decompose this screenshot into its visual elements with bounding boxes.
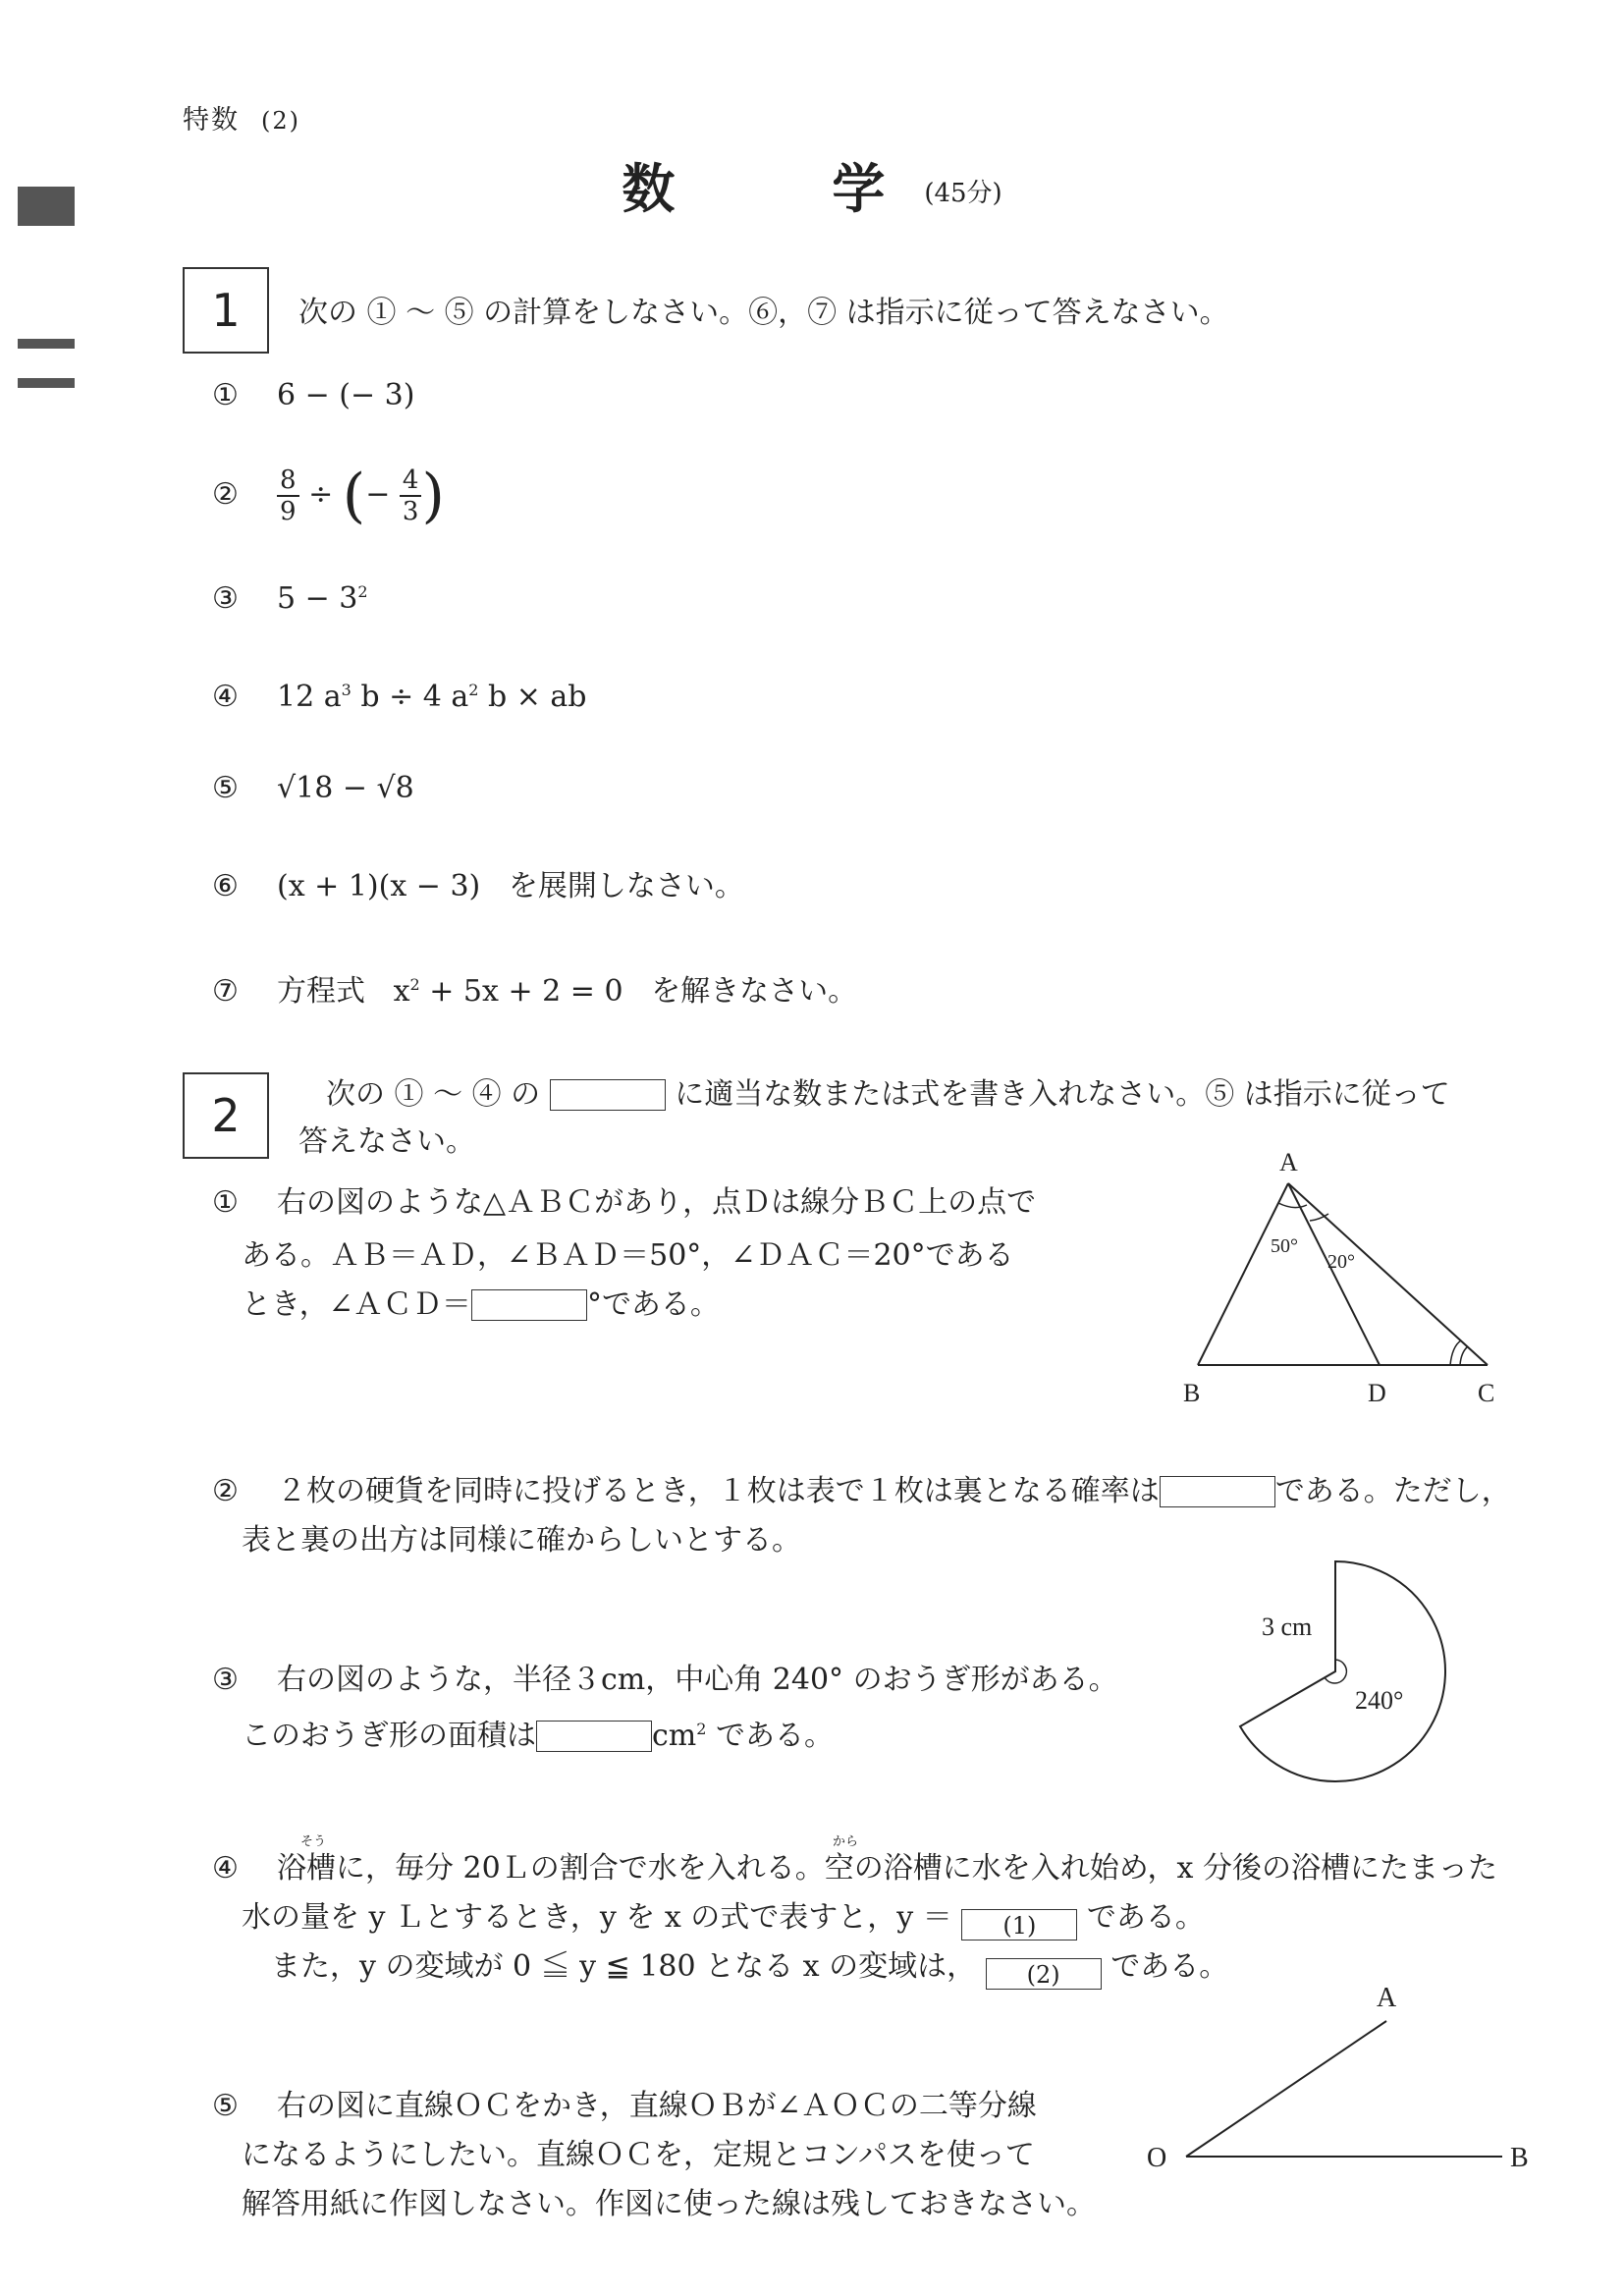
item-label: ④ [212,1851,239,1886]
angle-bad-arc [1278,1203,1307,1208]
point-b-label: B [1510,2143,1529,2173]
title-part2: 学 [832,158,886,220]
time-limit: (45分) [924,179,1002,208]
segment-ad [1288,1183,1380,1365]
answer-blank-2: (2) [986,1958,1102,1990]
q2-item-5-line3: 解答用紙に作図しなさい。作図に使った線は残しておきなさい。 [242,2187,1096,2221]
left-paren: ( [342,462,366,530]
page-number: (2) [261,107,300,135]
q1-item-2 [212,462,445,529]
point-a-label: A [1377,1983,1397,2013]
question-2-number: 2 [183,1072,269,1159]
item-expr: 6 − (− 3) [277,378,415,412]
question-1-instruction: 次の ① ～ ⑤ の計算をしなさい。⑥，⑦ は指示に従って答えなさい。 [298,296,1229,330]
triangle-abc-figure [1178,1144,1532,1424]
item-label: ⑤ [212,771,239,805]
q2-item-4-line1: ④ 浴槽に，毎分 20Ｌの割合で水を入れる。空の浴槽に水を入れ始め，x 分後の浴槽にたまった [212,1844,1497,1893]
q1-item-5: ⑤ √18 − √8 [212,764,414,813]
q2-item-4-line3: また，y の変域が 0 ≦ y ≦ 180 となる x の変域は， (2) である。 [271,1949,1229,1989]
fraction-a: $\frac{8}{9}$ [277,465,299,526]
angle-50-label: 50° [1271,1235,1298,1257]
item-label: ⑥ [212,869,239,903]
item-label: ⑤ [212,2089,239,2123]
angle-acd-arc-1 [1450,1340,1461,1365]
item-label: ① [212,1185,239,1220]
q1-item-3: ③ $5 - 3^2$ [212,568,368,624]
q2-item-3-line2: このおうぎ形の面積は $cm^2$ である。 [242,1719,834,1753]
q2-item-1-line2: ある。ＡＢ＝ＡＤ，∠ＢＡＤ＝50°，∠ＤＡＣ＝20°である [242,1238,1014,1273]
registration-mark-bar-bottom [18,378,75,388]
vertex-b-label: B [1183,1379,1201,1407]
subject-code: 特数 [183,105,240,136]
item-label: ② [212,477,239,512]
item-label: ③ [212,1663,239,1697]
title-part1: 数 [622,158,676,220]
item-label: ③ [212,581,239,616]
angle-20-label: 20° [1327,1251,1355,1273]
registration-mark-bar-top [18,339,75,349]
sector-outline [1240,1561,1445,1781]
item-label: ① [212,378,239,412]
answer-blank [536,1721,652,1752]
minus-sign: − [365,477,391,512]
q1-item-1 [212,371,414,420]
answer-blank [471,1289,587,1321]
answer-blank [550,1079,666,1111]
angle-aob-figure [1139,1974,1551,2190]
q2-item-1-line1: ① 右の図のような△ＡＢＣがあり，点Ｄは線分ＢＣ上の点で [212,1178,1036,1228]
question-1-number: 1 [183,267,269,354]
question-2-instruction-cont: 答えなさい。 [298,1124,475,1159]
ruby-kara: から [833,1834,859,1849]
answer-blank [1160,1476,1275,1507]
side-ac [1288,1183,1488,1365]
item-label: ⑦ [212,974,239,1009]
divide-sign: ÷ [308,477,334,512]
page-header [183,98,300,137]
side-ab [1198,1183,1288,1365]
q2-item-1-line3: とき，∠ＡＣＤ＝ °である。 [242,1287,720,1322]
vertex-c-label: C [1478,1379,1495,1407]
q2-item-3-line1: ③ 右の図のような，半径３cm，中心角 240° のおうぎ形がある。 [212,1656,1118,1705]
q2-item-2-line1: ② ２枚の硬貨を同時に投げるとき，１枚は表で１枚は裏となる確率は である。ただし， [212,1467,1511,1516]
page-title [0,147,1624,223]
right-paren: ) [421,462,445,530]
fraction-b: $\frac{4}{3}$ [400,465,422,526]
q1-item-6: ⑥ (x + 1)(x − 3) を展開しなさい。 [212,862,744,911]
point-o-label: O [1147,2143,1167,2173]
q1-item-7: ⑦ 方程式 $x^2 + 5x + 2 = 0$ を解きなさい。 [212,960,857,1016]
item-label: ② [212,1474,239,1508]
ray-oa [1186,2021,1386,2157]
ruby-sou: そう [300,1834,327,1849]
vertex-a-label: A [1279,1148,1298,1176]
q2-item-5-line2: になるようにしたい。直線ＯＣを，定規とコンパスを使って [242,2138,1035,2172]
vertex-d-label: D [1368,1379,1386,1407]
q2-item-5-line1: ⑤ 右の図に直線ＯＣをかき，直線ＯＢが∠ＡＯＣの二等分線 [212,2082,1037,2131]
q2-item-2-line2: 表と裏の出方は同様に確からしいとする。 [242,1523,801,1558]
q1-item-4: ④ 12 $a^3$ b ÷ 4 $a^2$ b × ab [212,666,587,722]
angle-acd-arc-2 [1460,1346,1468,1365]
radius-label: 3 cm [1262,1613,1313,1641]
angle-240-label: 240° [1355,1686,1404,1715]
q2-item-4-line2: 水の量を y Ｌとするとき，y を x の式で表すと，y ＝ (1) である。 [242,1900,1205,1940]
question-2-instruction: 次の ① ～ ④ の に適当な数または式を書き入れなさい。⑤ は指示に従って [326,1077,1450,1112]
sector-figure [1218,1552,1473,1817]
item-label: ④ [212,680,239,714]
answer-blank-1: (1) [961,1909,1077,1941]
